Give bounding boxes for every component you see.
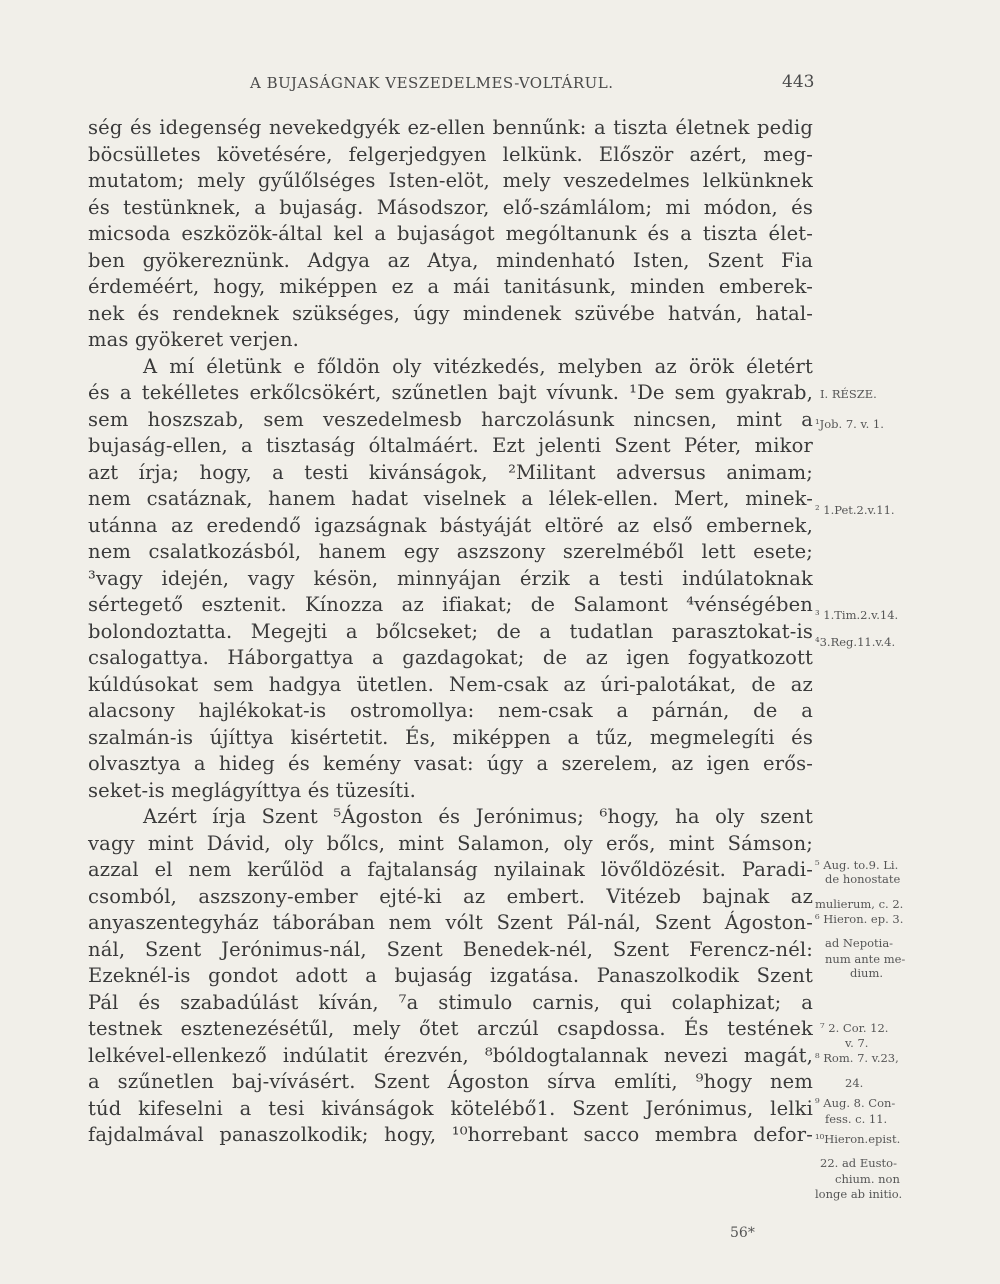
- text-line: azt írja; hogy, a testi kivánságok, ²Militant adversus animam;: [88, 460, 813, 484]
- text-line: ség és idegenség nevekedgyék ez-ellen bennűnk: a tiszta életnek pedig: [88, 116, 813, 139]
- margin-note: ¹⁰Hieron.epist.: [815, 1132, 901, 1146]
- text-line: testnek esztenezésétűl, mely őtet arczúl csapdossa. És testének: [88, 1017, 813, 1040]
- margin-note: v. 7.: [845, 1036, 869, 1050]
- text-line: a szűnetlen baj-vívásért. Szent Ágoston sírva említi, ⁹hogy nem: [88, 1070, 813, 1093]
- margin-note: longe ab initio.: [815, 1187, 903, 1201]
- text-line: azzal el nem kerűlöd a fajtalanság nyilainak lövőldözésit. Paradi-: [88, 858, 813, 881]
- margin-note: num ante me-: [825, 952, 906, 966]
- margin-note: ⁸ Rom. 7. v.23,: [815, 1051, 899, 1065]
- text-line: nem csalatkozásból, hanem egy aszszony szerelméből lett esete;: [88, 540, 813, 563]
- margin-note: ⁷ 2. Cor. 12.: [820, 1021, 889, 1035]
- text-line: mas gyökeret verjen.: [88, 328, 300, 351]
- text-line: anyaszentegyház táborában nem vólt Szent Pál-nál, Szent Ágoston-: [88, 911, 813, 934]
- text-line: nál, Szent Jerónimus-nál, Szent Benedek-nél, Szent Ferencz-nél:: [88, 937, 813, 961]
- margin-note: ⁴3.Reg.11.v.4.: [815, 635, 896, 649]
- text-line: túd kifeselni a tesi kivánságok kötelébő1. Szent Jerónimus, lelki: [88, 1096, 813, 1120]
- text-line: böcsülletes követésére, felgerjedgyen lelkünk. Először azért, meg-: [88, 142, 813, 166]
- text-line: nek és rendeknek szükséges, úgy mindenek szüvébe hatván, hatal-: [88, 301, 813, 325]
- margin-note: ² 1.Pet.2.v.11.: [815, 503, 895, 517]
- margin-note: 24.: [845, 1076, 864, 1090]
- text-line: bujaság-ellen, a tisztaság óltalmáért. Ezt jelenti Szent Péter, mikor: [88, 434, 813, 457]
- text-line: Azért írja Szent ⁵Ágoston és Jerónimus; ⁶hogy, ha oly szent: [143, 805, 813, 828]
- margin-note: ⁵ Aug. to.9. Li.: [815, 858, 899, 872]
- margin-note: ¹Job. 7. v. 1.: [815, 417, 884, 431]
- text-line: kúldúsokat sem hadgya ütetlen. Nem-csak az úri-palotákat, de az: [88, 672, 813, 696]
- text-line: bolondoztatta. Megejti a bőlcseket; de a tudatlan parasztokat-is: [88, 619, 813, 643]
- body-text: [88, 115, 813, 1149]
- text-line: alacsony hajlékokat-is ostromollya: nem-csak a párnán, de a: [88, 699, 813, 722]
- text-line: csomból, aszszony-ember ejté-ki az embert. Vitézeb bajnak az: [88, 884, 813, 908]
- text-line: olvasztya a hideg és kemény vasat: úgy a szerelem, az igen erős-: [88, 752, 813, 775]
- text-line: csalogattya. Háborgattya a gazdagokat; de az igen fogyatkozott: [88, 646, 813, 669]
- text-line: Ezeknél-is gondot adott a bujaság izgatása. Panaszolkodik Szent: [88, 964, 813, 987]
- page-number: 443: [782, 72, 815, 92]
- text-line: utánna az eredendő igazságnak bástyáját eltöré az első embernek,: [88, 513, 813, 537]
- margin-note: ad Nepotia-: [825, 936, 894, 950]
- text-line: micsoda eszközök-által kel a bujaságot mególtanunk és a tiszta élet-: [88, 222, 813, 245]
- text-line: Pál és szabadúlást kíván, ⁷a stimulo carnis, qui colaphizat; a: [88, 990, 813, 1014]
- margin-note: mulierum, c. 2.: [815, 897, 904, 911]
- margin-note: de honostate: [825, 872, 901, 886]
- text-line: sértegető esztenit. Kínozza az ifiakat; de Salamont ⁴vénségében: [88, 593, 813, 616]
- text-line: és testünknek, a bujaság. Másodszor, elő-számlálom; mi módon, és: [88, 195, 813, 219]
- text-line: ben gyökereznünk. Adgya az Atya, mindenható Isten, Szent Fia: [88, 248, 813, 272]
- margin-note: fess. c. 11.: [825, 1112, 888, 1126]
- running-head: A BUJASÁGNAK VESZEDELMES-VOLTÁRUL.: [250, 74, 614, 92]
- signature-mark: 56*: [730, 1225, 755, 1241]
- text-line: és a tekélletes erkőlcsökért, szűnetlen bajt vívunk. ¹De sem gyakrab,: [88, 381, 813, 404]
- margin-note: chium. non: [835, 1172, 900, 1186]
- text-line: érdeméért, hogy, miképpen ez a mái tanitásunk, minden emberek-: [88, 275, 813, 298]
- margin-note: 22. ad Eusto-: [820, 1156, 897, 1170]
- text-line: sem hoszszab, sem veszedelmesb harczolásunk nincsen, mint a: [88, 407, 813, 431]
- text-line: A mí életünk e főldön oly vitézkedés, melyben az örök életért: [143, 354, 813, 378]
- text-line: lelkével-ellenkező indúlatit érezvén, ⁸bóldogtalannak nevezi magát,: [88, 1043, 813, 1067]
- margin-note: ⁹ Aug. 8. Con-: [815, 1096, 896, 1110]
- margin-note: ³ 1.Tim.2.v.14.: [815, 608, 899, 622]
- text-line: fajdalmával panaszolkodik; hogy, ¹⁰horrebant sacco membra defor-: [88, 1123, 813, 1146]
- text-line: ³vagy idején, vagy késön, minnyájan érzik a testi indúlatoknak: [88, 566, 813, 590]
- text-line: nem csatáznak, hanem hadat viselnek a lélek-ellen. Mert, minek-: [88, 487, 813, 510]
- text-line: mutatom; mely gyűlőlséges Isten-elöt, mely veszedelmes lelkünknek: [88, 169, 813, 192]
- margin-note: I. RÉSZE.: [820, 387, 877, 401]
- text-line: szalmán-is újíttya kisértetit. És, miképpen a tűz, megmelegíti és: [88, 725, 813, 749]
- margin-note: ⁶ Hieron. ep. 3.: [815, 912, 904, 926]
- text-line: seket-is meglágyíttya és tüzesíti.: [88, 778, 416, 802]
- margin-note: dium.: [850, 966, 884, 980]
- text-line: vagy mint Dávid, oly bőlcs, mint Salamon, oly erős, mint Sámson;: [88, 831, 813, 855]
